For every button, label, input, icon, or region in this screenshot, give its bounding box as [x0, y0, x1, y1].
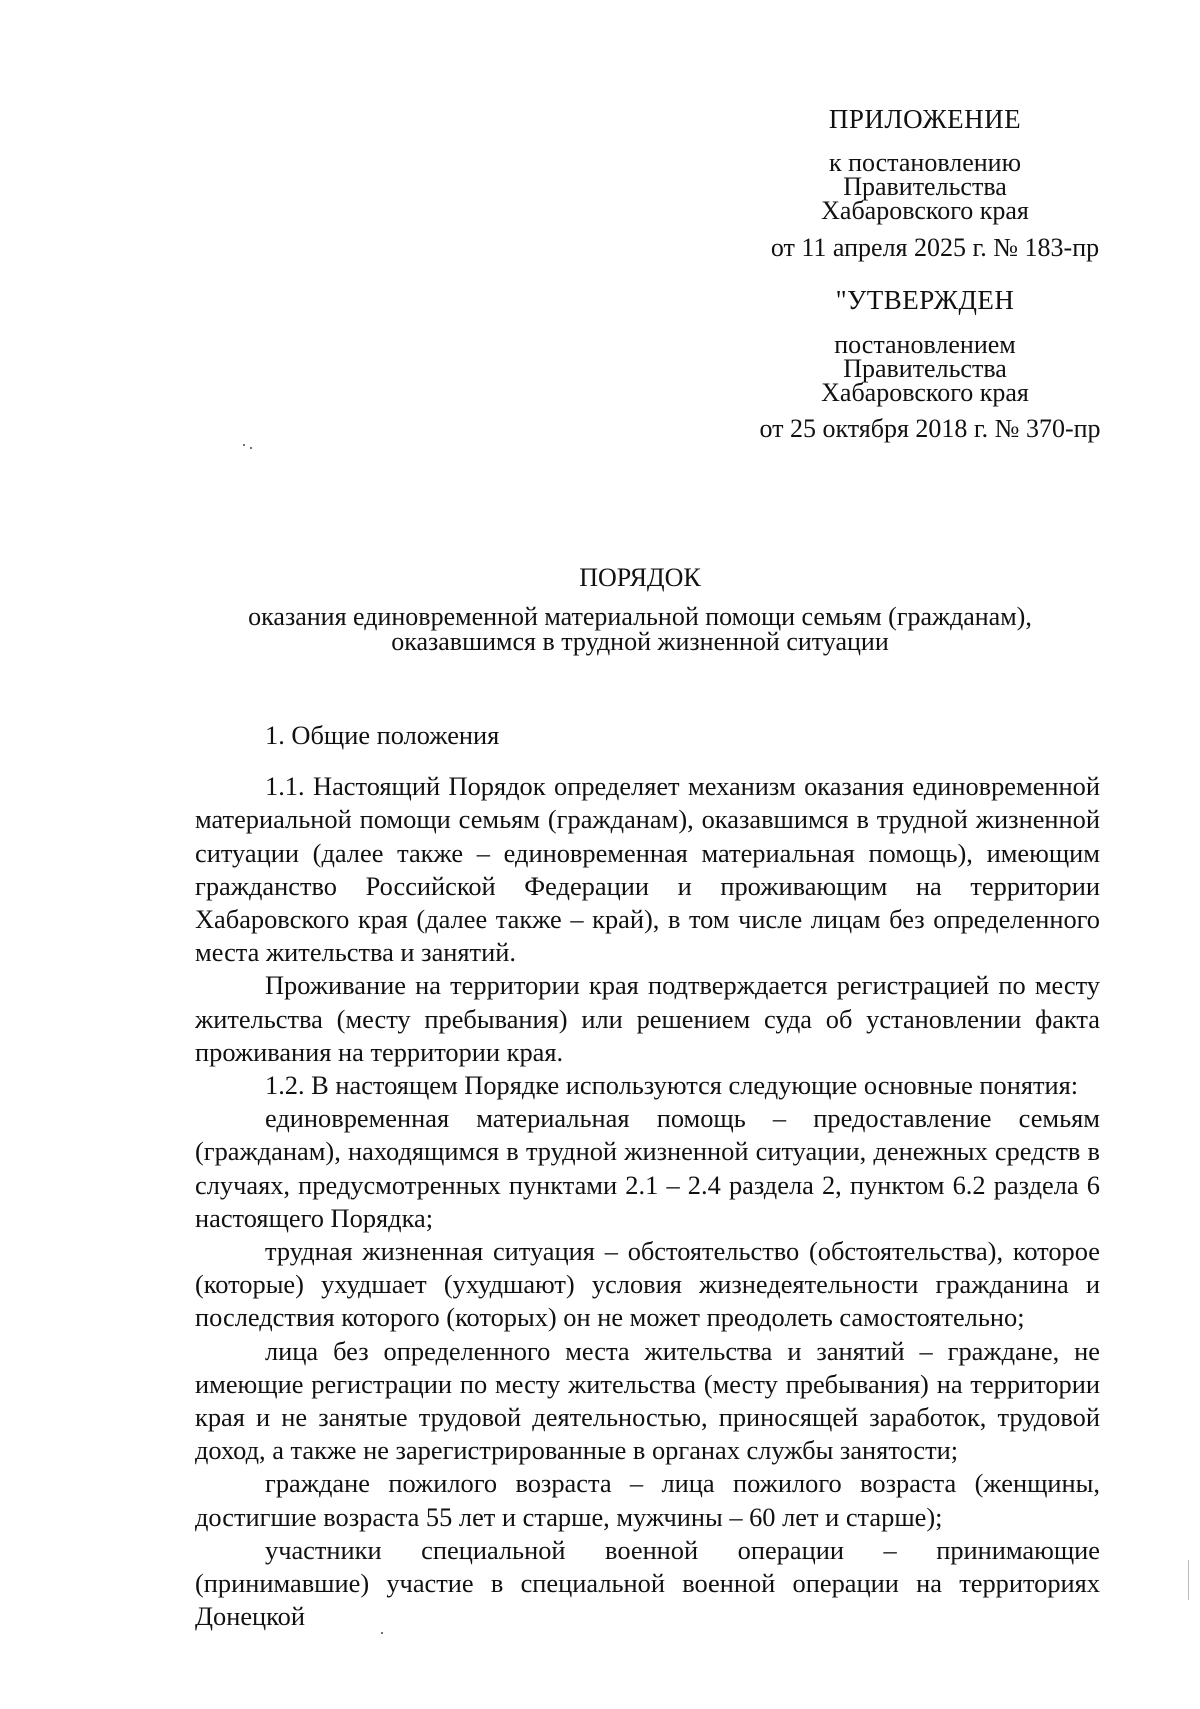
definition-homeless: лица без определенного места жительства и занятий – граждане, не имеющие регистрации по месту жительства (месту пребывания) на территории края и не занятые трудовой деятельностью, приносящей заработок, трудовой доход, а также не зарегистрированные в органах службы занятости;: [195, 1335, 1100, 1466]
definition-elderly: граждане пожилого возраста – лица пожилого возраста (женщины, достигшие возраста 55 лет и старше, мужчины – 60 лет и старше);: [195, 1468, 1100, 1532]
document-title-line-1: оказания единовременной материальной помощи семьям (гражданам),: [248, 602, 1032, 631]
document-title-line-2: оказавшимся в трудной жизненной ситуации: [391, 627, 889, 656]
approved-line-3: Хабаровского края: [821, 378, 1029, 407]
paragraph-residence: Проживание на территории края подтверждается регистрацией по месту жительства (месту пребывания) или решением суда об установлении факта проживания на территории края.: [195, 970, 1100, 1067]
approved-date: от 25 октября 2018 г. № 370-пр: [759, 414, 1101, 443]
approved-title-text: "УТВЕРЖДЕН: [835, 285, 1015, 315]
scan-speck: [381, 1632, 383, 1634]
appendix-line-1: к постановлению: [828, 148, 1022, 177]
document-body: [195, 719, 1100, 1633]
paragraph-1-2: 1.2. В настоящем Порядке используются следующие основные понятия:: [265, 1070, 1079, 1101]
definition-svo-participants: участники специальной военной операции – принимающие (принимавшие) участие в специальной военной операции на территориях Донецкой: [195, 1534, 1100, 1632]
appendix-line-3: Хабаровского края: [821, 196, 1029, 225]
paragraph-1-1: 1.1. Настоящий Порядок определяет механизм оказания единовременной материальной помощи семьям (гражданам), оказавшимся в трудной жизненной ситуации (далее также – единовременная материальная помощь), имеющим гражданство Российской Федерации и проживающим на территории Хабаровского края (далее также – край), в том числе лицам без определенного места жительства и занятий.: [195, 771, 1100, 968]
appendix-title: [725, 106, 1125, 133]
approved-line-2: Правительства: [843, 354, 1007, 383]
appendix-line-2: Правительства: [843, 172, 1007, 201]
document-title-main: ПОРЯДОК: [579, 563, 701, 592]
definition-difficult-situation: трудная жизненная ситуация – обстоятельство (обстоятельства), которое (которые) ухудшает (ухудшают) условия жизнедеятельности гражданина и последствия которого (которых) он не может преодолеть самостоятельно;: [195, 1236, 1100, 1333]
scan-speck: [243, 444, 245, 446]
approved-title: [725, 287, 1125, 314]
approved-line-1: постановлением: [834, 330, 1016, 359]
definition-material-aid: единовременная материальная помощь – предоставление семьям (гражданам), находящимся в трудной жизненной ситуации, денежных средств в случаях, предусмотренных пунктами 2.1 – 2.4 раздела 2, пунктом 6.2 раздела 6 настоящего Порядка;: [195, 1103, 1100, 1233]
scan-speck: [250, 447, 252, 449]
scan-edge-mark: [1188, 1560, 1189, 1600]
section-1-heading: 1. Общие положения: [265, 720, 500, 750]
appendix-date: от 11 апреля 2025 г. № 183-пр: [770, 233, 1100, 262]
appendix-title-text: ПРИЛОЖЕНИЕ: [828, 104, 1022, 134]
